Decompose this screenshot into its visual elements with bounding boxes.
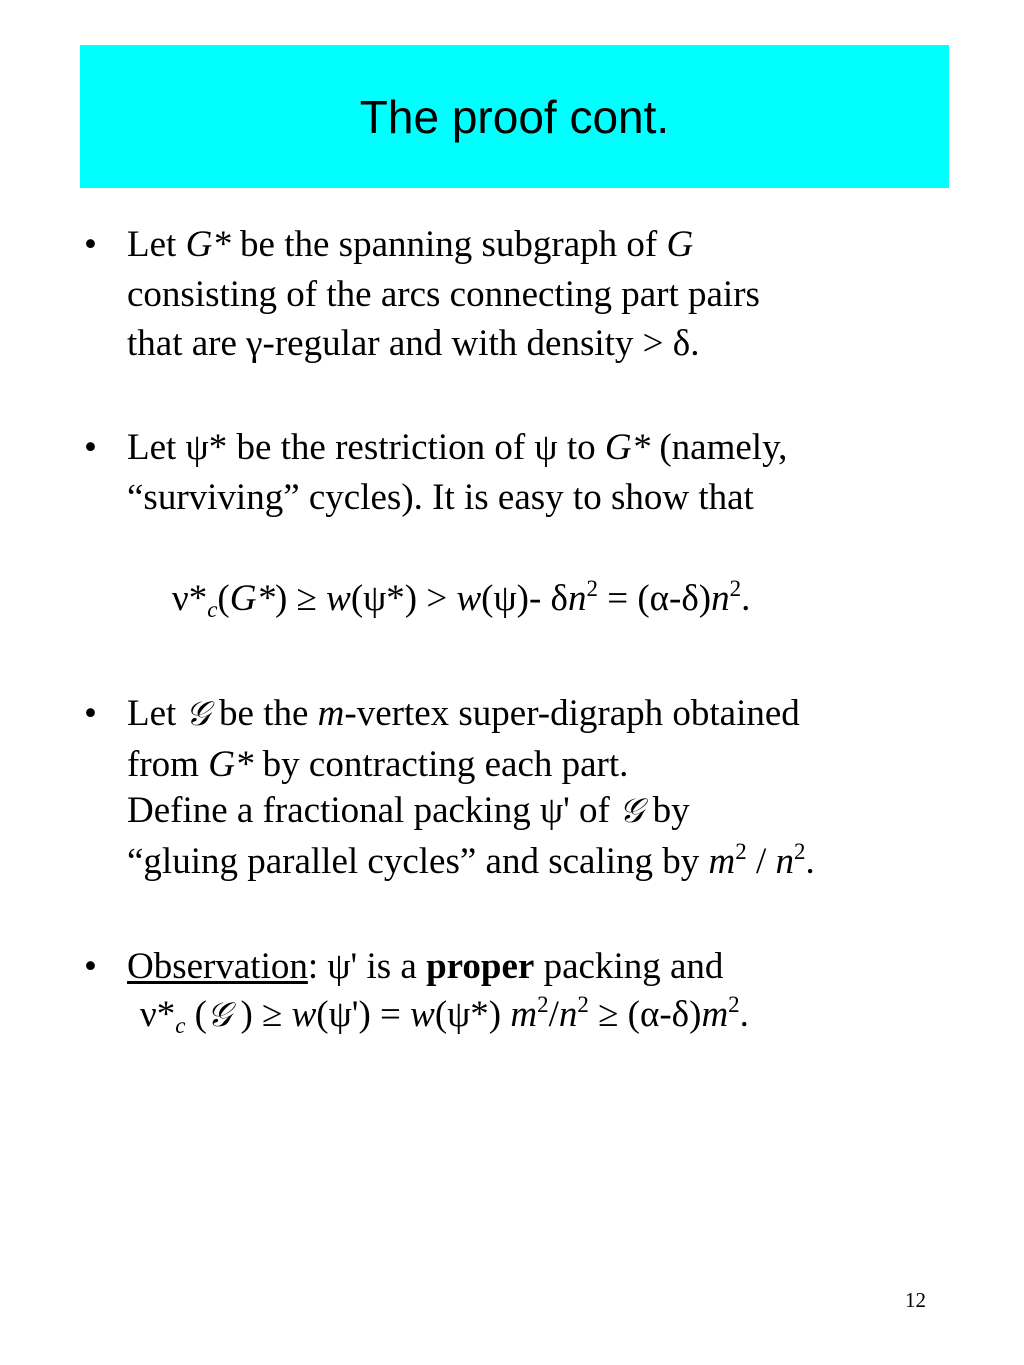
bullet-3-line-4: “gluing parallel cycles” and scaling by $m^2 / n^2$. xyxy=(127,838,815,882)
bullet-1-line-1: Let G* be the spanning subgraph of G xyxy=(127,224,694,265)
bullet-1-line-3: that are γ-regular and with density > δ. xyxy=(127,323,700,364)
bullet-4-line-1: Observation: ψ' is a proper packing and xyxy=(127,946,724,987)
slide-number: 12 xyxy=(905,1288,926,1312)
bullet-1-line-2: consisting of the arcs connecting part pairs xyxy=(127,274,760,315)
bullet-3-line-1: Let 𝒢 be the m-vertex super-digraph obtained xyxy=(127,693,800,734)
bullet-marker: • xyxy=(84,224,97,265)
title-banner xyxy=(80,45,949,188)
script-g-symbol: 𝒢 xyxy=(619,791,644,831)
observation-label: Observation xyxy=(127,946,308,987)
bullet-2-line-2: “surviving” cycles). It is easy to show that xyxy=(127,477,754,518)
formula-2: $\nu*_c$ (𝒢 ) ≥ w(ψ') = w(ψ*) $m^2/n^2 \ge (\alpha-\delta)m^2$. xyxy=(140,991,749,1038)
bullet-marker: • xyxy=(84,427,97,468)
script-g-symbol: 𝒢 xyxy=(185,694,210,734)
bullet-3-line-2: from G* by contracting each part. xyxy=(127,744,629,785)
bullet-marker: • xyxy=(84,693,97,734)
bullet-2-line-1: Let ψ* be the restriction of ψ to G* (namely, xyxy=(127,427,788,468)
formula-1: $\nu*_c(G*) \ge w(\psi*) > w(\psi)-$ $\delta n^2 = (\alpha-\delta)n^2$. xyxy=(172,575,751,622)
bullet-marker: • xyxy=(84,946,97,987)
bullet-3-line-3: Define a fractional packing ψ' of 𝒢 by xyxy=(127,790,690,831)
script-g-symbol: 𝒢 xyxy=(207,995,232,1035)
slide-title: The proof cont. xyxy=(359,90,670,143)
